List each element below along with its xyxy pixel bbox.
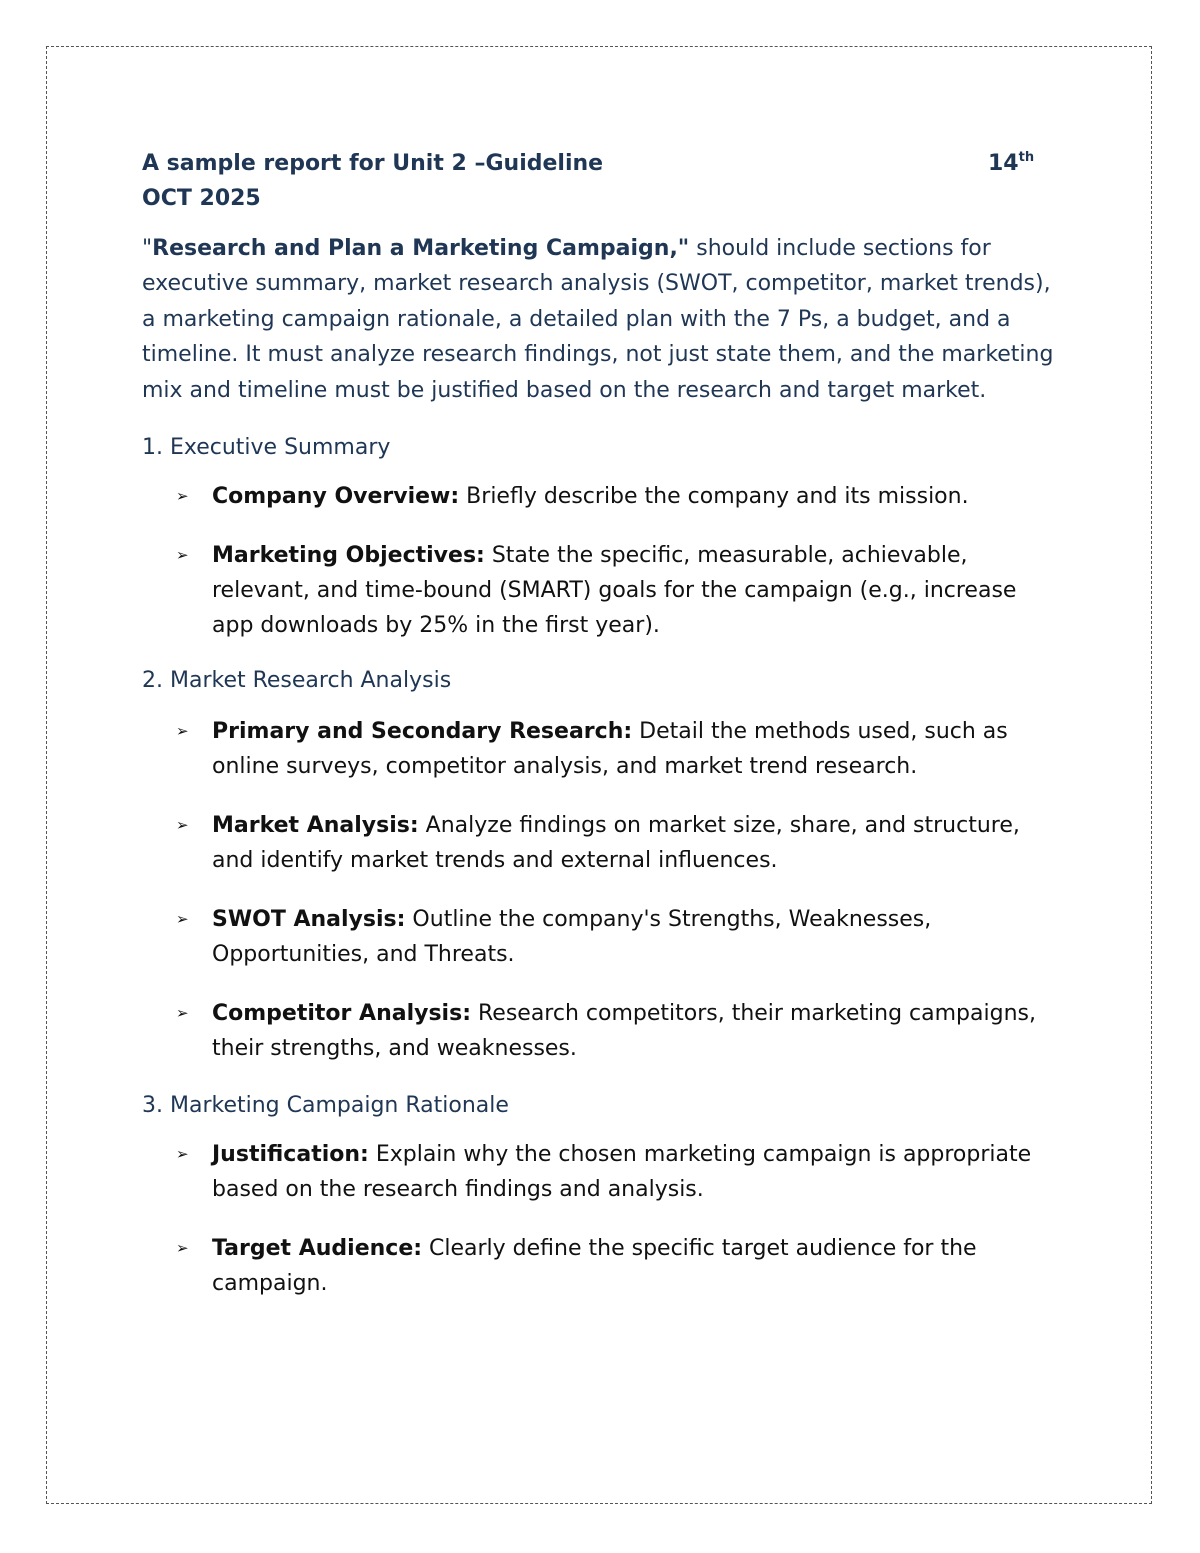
item-text: Outline the company's Strengths, Weaknesses, Opportunities, and Threats. [212, 907, 932, 968]
list-item [142, 714, 1062, 784]
item-label: Company Overview: [212, 484, 460, 510]
list-item [142, 1231, 1062, 1301]
list-item [142, 1137, 1062, 1207]
list-item [142, 479, 1062, 514]
bullet-list-campaign-rationale [142, 1137, 1062, 1301]
list-item [142, 902, 1062, 972]
list-item [142, 808, 1062, 878]
intro-text: should include sections for executive summary, market research analysis (SWOT, competitor, market trends), a marketing campaign rationale, a detailed plan with the 7 Ps, a budget, and a timeline. It must analyze research findings, not just state them, and the marketing mix and timeline must be justified based on the research and target market. [142, 236, 1054, 403]
item-label: Market Analysis: [212, 813, 419, 839]
item-label: Justification: [212, 1142, 369, 1168]
item-text: Research competitors, their marketing campaigns, their strengths, and weaknesses. [212, 1001, 1036, 1062]
item-label: SWOT Analysis: [212, 907, 406, 933]
item-text: Clearly define the specific target audience for the campaign. [212, 1236, 977, 1297]
item-label: Competitor Analysis: [212, 1001, 471, 1027]
item-text: State the specific, measurable, achievable, relevant, and time-bound (SMART) goals for the campaign (e.g., increase app downloads by 25% in the first year). [212, 543, 1017, 639]
list-item [142, 996, 1062, 1066]
arrow-bullet-icon: ➢ [176, 722, 189, 741]
arrow-bullet-icon: ➢ [176, 1004, 189, 1023]
arrow-bullet-icon: ➢ [176, 816, 189, 835]
report-title-text: A sample report for Unit 2 –Guideline [142, 151, 604, 176]
report-date: OCT 2025 [142, 186, 261, 211]
item-text: Explain why the chosen marketing campaign is appropriate based on the research findings and analysis. [212, 1142, 1032, 1203]
item-text: Briefly describe the company and its mission. [459, 484, 969, 510]
item-text: Detail the methods used, such as online surveys, competitor analysis, and market trend research. [212, 719, 1008, 780]
item-label: Marketing Objectives: [212, 543, 485, 569]
item-label: Target Audience: [212, 1236, 423, 1262]
intro-bold: Research and Plan a Marketing Campaign," [152, 236, 690, 261]
arrow-bullet-icon: ➢ [176, 487, 189, 506]
arrow-bullet-icon: ➢ [176, 546, 189, 565]
arrow-bullet-icon: ➢ [176, 1239, 189, 1258]
item-label: Primary and Secondary Research: [212, 719, 633, 745]
report-title [142, 146, 1062, 181]
section-heading-executive-summary: 1. Executive Summary [142, 435, 391, 461]
section-heading-market-research-analysis: 2. Market Research Analysis [142, 668, 452, 694]
date-suffix: th [1018, 150, 1035, 165]
section-heading-campaign-rationale: 3. Marketing Campaign Rationale [142, 1093, 509, 1119]
document-body [142, 146, 1062, 1301]
bullet-list-executive-summary [142, 479, 1062, 643]
intro-paragraph: "Research and Plan a Marketing Campaign," should include sections for executive summary, market research analysis (SWOT, competitor, market trends), a marketing campaign rationale, a detailed plan with the 7 Ps, a budget, and a timeline. It must analyze research findings, not just state them, and the marketing mix and timeline must be justified based on the research and target market. [142, 236, 1054, 403]
arrow-bullet-icon: ➢ [176, 910, 189, 929]
list-item [142, 538, 1062, 643]
item-text: Analyze findings on market size, share, and structure, and identify market trends and external influences. [212, 813, 1020, 874]
arrow-bullet-icon: ➢ [176, 1145, 189, 1164]
report-date-day: 14th [988, 150, 1035, 176]
bullet-list-market-research [142, 714, 1062, 1066]
